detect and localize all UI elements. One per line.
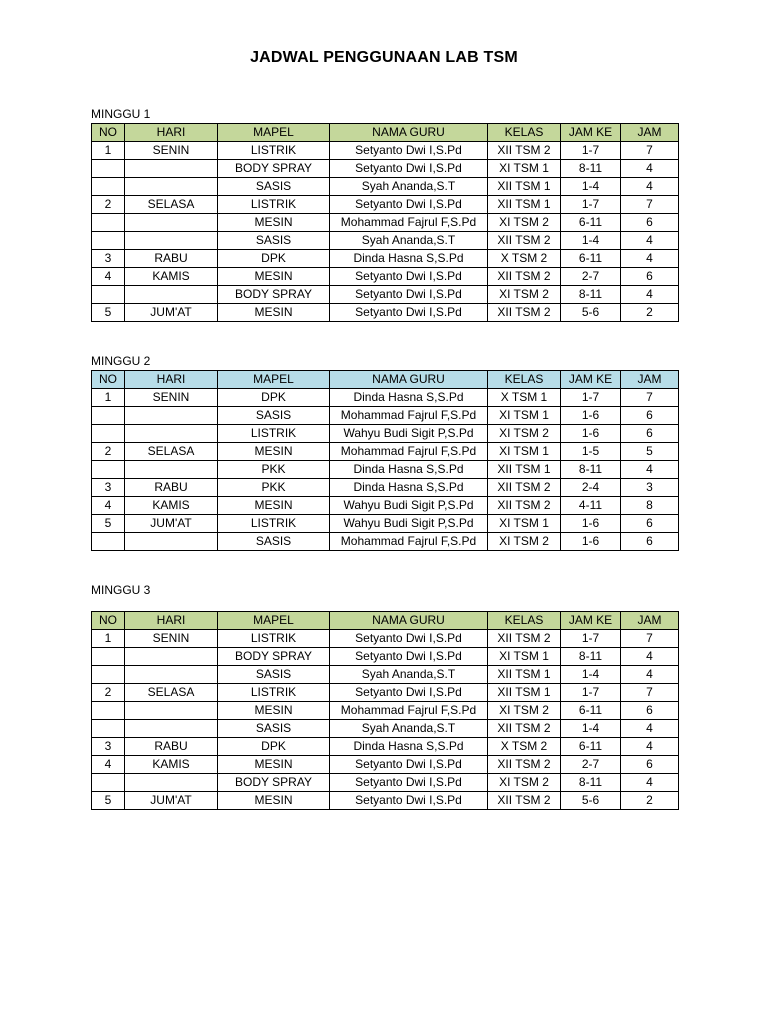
cell-nama-guru: Syah Ananda,S.T [330,720,488,738]
header-jam-ke: JAM KE [561,612,621,630]
cell-hari: KAMIS [125,268,218,286]
cell-jam: 4 [621,461,679,479]
cell-mapel: MESIN [218,497,330,515]
cell-nama-guru: Setyanto Dwi I,S.Pd [330,648,488,666]
cell-hari: SELASA [125,443,218,461]
cell-jam-ke: 6-11 [561,702,621,720]
cell-nama-guru: Setyanto Dwi I,S.Pd [330,684,488,702]
cell-no [92,214,125,232]
cell-nama-guru: Wahyu Budi Sigit P,S.Pd [330,425,488,443]
header-jam: JAM [621,612,679,630]
cell-jam: 4 [621,250,679,268]
week-1-table [91,123,679,322]
table-row [92,792,679,810]
cell-no: 3 [92,479,125,497]
cell-no: 1 [92,389,125,407]
cell-jam: 4 [621,720,679,738]
cell-jam-ke: 1-7 [561,630,621,648]
cell-kelas: XII TSM 2 [488,497,561,515]
table-row [92,720,679,738]
cell-mapel: DPK [218,250,330,268]
cell-jam-ke: 2-7 [561,268,621,286]
header-nama-guru: NAMA GURU [330,371,488,389]
cell-nama-guru: Setyanto Dwi I,S.Pd [330,286,488,304]
cell-jam-ke: 2-4 [561,479,621,497]
cell-mapel: LISTRIK [218,425,330,443]
cell-kelas: XI TSM 1 [488,515,561,533]
cell-mapel: LISTRIK [218,142,330,160]
cell-mapel: MESIN [218,214,330,232]
cell-hari: JUM'AT [125,304,218,322]
cell-jam: 5 [621,443,679,461]
cell-no [92,160,125,178]
cell-hari [125,178,218,196]
week-3-table [91,611,679,810]
cell-jam: 3 [621,479,679,497]
table-row [92,630,679,648]
cell-hari: SENIN [125,142,218,160]
cell-jam-ke: 5-6 [561,304,621,322]
cell-mapel: DPK [218,738,330,756]
cell-mapel: MESIN [218,443,330,461]
header-mapel: MAPEL [218,371,330,389]
cell-kelas: XII TSM 1 [488,196,561,214]
cell-nama-guru: Setyanto Dwi I,S.Pd [330,142,488,160]
cell-hari: RABU [125,738,218,756]
cell-nama-guru: Setyanto Dwi I,S.Pd [330,196,488,214]
cell-kelas: XII TSM 2 [488,479,561,497]
table-header-row [92,612,679,630]
cell-kelas: XII TSM 1 [488,666,561,684]
cell-hari [125,214,218,232]
cell-nama-guru: Mohammad Fajrul F,S.Pd [330,443,488,461]
cell-no [92,178,125,196]
cell-hari [125,666,218,684]
week-2-table [91,370,679,551]
table-row [92,142,679,160]
header-kelas: KELAS [488,612,561,630]
table-row [92,443,679,461]
cell-no [92,461,125,479]
cell-no: 3 [92,738,125,756]
cell-jam: 2 [621,304,679,322]
cell-mapel: LISTRIK [218,684,330,702]
cell-kelas: XI TSM 2 [488,702,561,720]
table-row [92,268,679,286]
cell-hari [125,774,218,792]
table-row [92,461,679,479]
cell-hari: JUM'AT [125,515,218,533]
cell-nama-guru: Wahyu Budi Sigit P,S.Pd [330,497,488,515]
cell-kelas: XI TSM 1 [488,160,561,178]
cell-jam-ke: 8-11 [561,774,621,792]
cell-mapel: SASIS [218,533,330,551]
table-row [92,648,679,666]
cell-nama-guru: Dinda Hasna S,S.Pd [330,738,488,756]
cell-nama-guru: Dinda Hasna S,S.Pd [330,479,488,497]
table-header-row [92,371,679,389]
cell-mapel: MESIN [218,792,330,810]
cell-jam: 6 [621,756,679,774]
cell-mapel: DPK [218,389,330,407]
cell-mapel: MESIN [218,268,330,286]
cell-jam-ke: 5-6 [561,792,621,810]
cell-jam-ke: 1-6 [561,425,621,443]
cell-jam: 6 [621,702,679,720]
cell-mapel: BODY SPRAY [218,160,330,178]
table-row [92,232,679,250]
cell-jam: 8 [621,497,679,515]
cell-jam: 7 [621,196,679,214]
cell-nama-guru: Setyanto Dwi I,S.Pd [330,304,488,322]
table-row [92,515,679,533]
cell-jam: 4 [621,666,679,684]
cell-no [92,774,125,792]
cell-nama-guru: Wahyu Budi Sigit P,S.Pd [330,515,488,533]
cell-no [92,425,125,443]
cell-kelas: XII TSM 2 [488,142,561,160]
cell-no [92,702,125,720]
cell-no: 2 [92,684,125,702]
week-2-label: MINGGU 2 [91,354,151,368]
cell-kelas: XII TSM 2 [488,720,561,738]
header-hari: HARI [125,371,218,389]
cell-hari: RABU [125,250,218,268]
cell-jam-ke: 1-6 [561,533,621,551]
cell-hari: JUM'AT [125,792,218,810]
cell-jam-ke: 1-4 [561,232,621,250]
table-row [92,756,679,774]
cell-hari [125,407,218,425]
cell-kelas: XII TSM 2 [488,268,561,286]
cell-kelas: XII TSM 1 [488,461,561,479]
table-row [92,774,679,792]
cell-mapel: SASIS [218,178,330,196]
cell-jam: 7 [621,684,679,702]
cell-kelas: X TSM 2 [488,250,561,268]
cell-no [92,666,125,684]
cell-jam: 6 [621,407,679,425]
cell-jam: 4 [621,232,679,250]
cell-nama-guru: Mohammad Fajrul F,S.Pd [330,214,488,232]
cell-jam-ke: 1-7 [561,196,621,214]
cell-kelas: XII TSM 2 [488,756,561,774]
cell-jam-ke: 8-11 [561,286,621,304]
cell-jam-ke: 4-11 [561,497,621,515]
cell-jam: 7 [621,630,679,648]
cell-no: 4 [92,268,125,286]
cell-no: 5 [92,515,125,533]
cell-jam: 4 [621,648,679,666]
cell-no: 3 [92,250,125,268]
cell-jam-ke: 1-7 [561,142,621,160]
cell-jam-ke: 6-11 [561,250,621,268]
cell-no: 1 [92,630,125,648]
cell-kelas: XII TSM 2 [488,792,561,810]
cell-kelas: X TSM 1 [488,389,561,407]
cell-jam: 6 [621,214,679,232]
table-row [92,304,679,322]
header-no: NO [92,371,125,389]
table-row [92,160,679,178]
cell-kelas: XII TSM 1 [488,684,561,702]
cell-kelas: XI TSM 2 [488,214,561,232]
cell-mapel: SASIS [218,666,330,684]
table-row [92,407,679,425]
cell-hari [125,232,218,250]
table-row [92,497,679,515]
cell-hari: SENIN [125,630,218,648]
cell-jam-ke: 8-11 [561,160,621,178]
cell-nama-guru: Dinda Hasna S,S.Pd [330,461,488,479]
cell-hari [125,286,218,304]
cell-nama-guru: Syah Ananda,S.T [330,178,488,196]
cell-mapel: BODY SPRAY [218,286,330,304]
cell-hari [125,160,218,178]
cell-jam: 6 [621,533,679,551]
cell-jam: 7 [621,142,679,160]
cell-kelas: XI TSM 2 [488,286,561,304]
cell-jam: 6 [621,425,679,443]
cell-no: 4 [92,497,125,515]
cell-nama-guru: Syah Ananda,S.T [330,232,488,250]
header-jam-ke: JAM KE [561,371,621,389]
cell-jam-ke: 1-7 [561,684,621,702]
cell-no: 2 [92,443,125,461]
cell-kelas: XII TSM 2 [488,630,561,648]
cell-jam-ke: 8-11 [561,648,621,666]
cell-kelas: XI TSM 2 [488,533,561,551]
cell-no [92,407,125,425]
cell-nama-guru: Setyanto Dwi I,S.Pd [330,792,488,810]
header-jam: JAM [621,371,679,389]
cell-hari [125,702,218,720]
table-row [92,666,679,684]
cell-jam-ke: 1-4 [561,720,621,738]
cell-jam: 4 [621,160,679,178]
table-row [92,196,679,214]
header-no: NO [92,612,125,630]
table-row [92,389,679,407]
header-nama-guru: NAMA GURU [330,124,488,142]
cell-kelas: XII TSM 1 [488,178,561,196]
cell-jam: 4 [621,774,679,792]
cell-jam: 4 [621,178,679,196]
cell-mapel: LISTRIK [218,630,330,648]
cell-mapel: PKK [218,461,330,479]
cell-nama-guru: Setyanto Dwi I,S.Pd [330,160,488,178]
cell-no [92,232,125,250]
cell-no: 4 [92,756,125,774]
cell-nama-guru: Dinda Hasna S,S.Pd [330,389,488,407]
header-hari: HARI [125,612,218,630]
cell-no: 5 [92,792,125,810]
cell-jam-ke: 6-11 [561,214,621,232]
cell-no [92,648,125,666]
header-jam-ke: JAM KE [561,124,621,142]
cell-hari: KAMIS [125,497,218,515]
cell-mapel: PKK [218,479,330,497]
cell-mapel: MESIN [218,702,330,720]
cell-kelas: XI TSM 1 [488,648,561,666]
cell-kelas: XII TSM 2 [488,304,561,322]
cell-jam-ke: 1-4 [561,178,621,196]
header-mapel: MAPEL [218,612,330,630]
cell-nama-guru: Mohammad Fajrul F,S.Pd [330,533,488,551]
header-no: NO [92,124,125,142]
cell-mapel: LISTRIK [218,196,330,214]
cell-mapel: BODY SPRAY [218,774,330,792]
cell-no: 5 [92,304,125,322]
cell-nama-guru: Mohammad Fajrul F,S.Pd [330,407,488,425]
table-row [92,702,679,720]
cell-kelas: XII TSM 2 [488,232,561,250]
cell-hari: SENIN [125,389,218,407]
cell-nama-guru: Setyanto Dwi I,S.Pd [330,268,488,286]
cell-nama-guru: Setyanto Dwi I,S.Pd [330,756,488,774]
cell-jam-ke: 8-11 [561,461,621,479]
cell-jam-ke: 1-7 [561,389,621,407]
cell-hari: KAMIS [125,756,218,774]
cell-hari [125,425,218,443]
cell-kelas: X TSM 2 [488,738,561,756]
cell-no: 2 [92,196,125,214]
cell-mapel: SASIS [218,232,330,250]
cell-kelas: XI TSM 2 [488,774,561,792]
cell-jam-ke: 1-6 [561,515,621,533]
cell-nama-guru: Setyanto Dwi I,S.Pd [330,774,488,792]
week-1-label: MINGGU 1 [91,107,151,121]
cell-no [92,720,125,738]
cell-no: 1 [92,142,125,160]
cell-jam-ke: 2-7 [561,756,621,774]
cell-mapel: SASIS [218,407,330,425]
table-row [92,178,679,196]
cell-jam: 6 [621,268,679,286]
cell-mapel: BODY SPRAY [218,648,330,666]
cell-mapel: SASIS [218,720,330,738]
cell-hari: SELASA [125,196,218,214]
table-row [92,533,679,551]
cell-hari [125,720,218,738]
table-row [92,286,679,304]
cell-mapel: MESIN [218,756,330,774]
cell-jam: 2 [621,792,679,810]
cell-jam: 7 [621,389,679,407]
header-kelas: KELAS [488,371,561,389]
cell-kelas: XI TSM 1 [488,407,561,425]
cell-nama-guru: Dinda Hasna S,S.Pd [330,250,488,268]
table-row [92,684,679,702]
cell-nama-guru: Syah Ananda,S.T [330,666,488,684]
header-nama-guru: NAMA GURU [330,612,488,630]
cell-hari: SELASA [125,684,218,702]
header-kelas: KELAS [488,124,561,142]
cell-jam-ke: 1-6 [561,407,621,425]
header-mapel: MAPEL [218,124,330,142]
cell-hari [125,648,218,666]
cell-hari: RABU [125,479,218,497]
header-jam: JAM [621,124,679,142]
cell-nama-guru: Mohammad Fajrul F,S.Pd [330,702,488,720]
cell-jam: 6 [621,515,679,533]
table-row [92,738,679,756]
cell-jam-ke: 6-11 [561,738,621,756]
cell-kelas: XI TSM 1 [488,443,561,461]
cell-mapel: MESIN [218,304,330,322]
cell-no [92,533,125,551]
cell-mapel: LISTRIK [218,515,330,533]
cell-no [92,286,125,304]
cell-hari [125,461,218,479]
cell-nama-guru: Setyanto Dwi I,S.Pd [330,630,488,648]
table-row [92,214,679,232]
week-3-label: MINGGU 3 [91,583,151,597]
cell-kelas: XI TSM 2 [488,425,561,443]
cell-jam: 4 [621,738,679,756]
cell-hari [125,533,218,551]
cell-jam: 4 [621,286,679,304]
cell-jam-ke: 1-4 [561,666,621,684]
table-header-row [92,124,679,142]
table-row [92,425,679,443]
cell-jam-ke: 1-5 [561,443,621,461]
table-row [92,250,679,268]
table-row [92,479,679,497]
header-hari: HARI [125,124,218,142]
page-title: JADWAL PENGGUNAAN LAB TSM [250,49,518,66]
